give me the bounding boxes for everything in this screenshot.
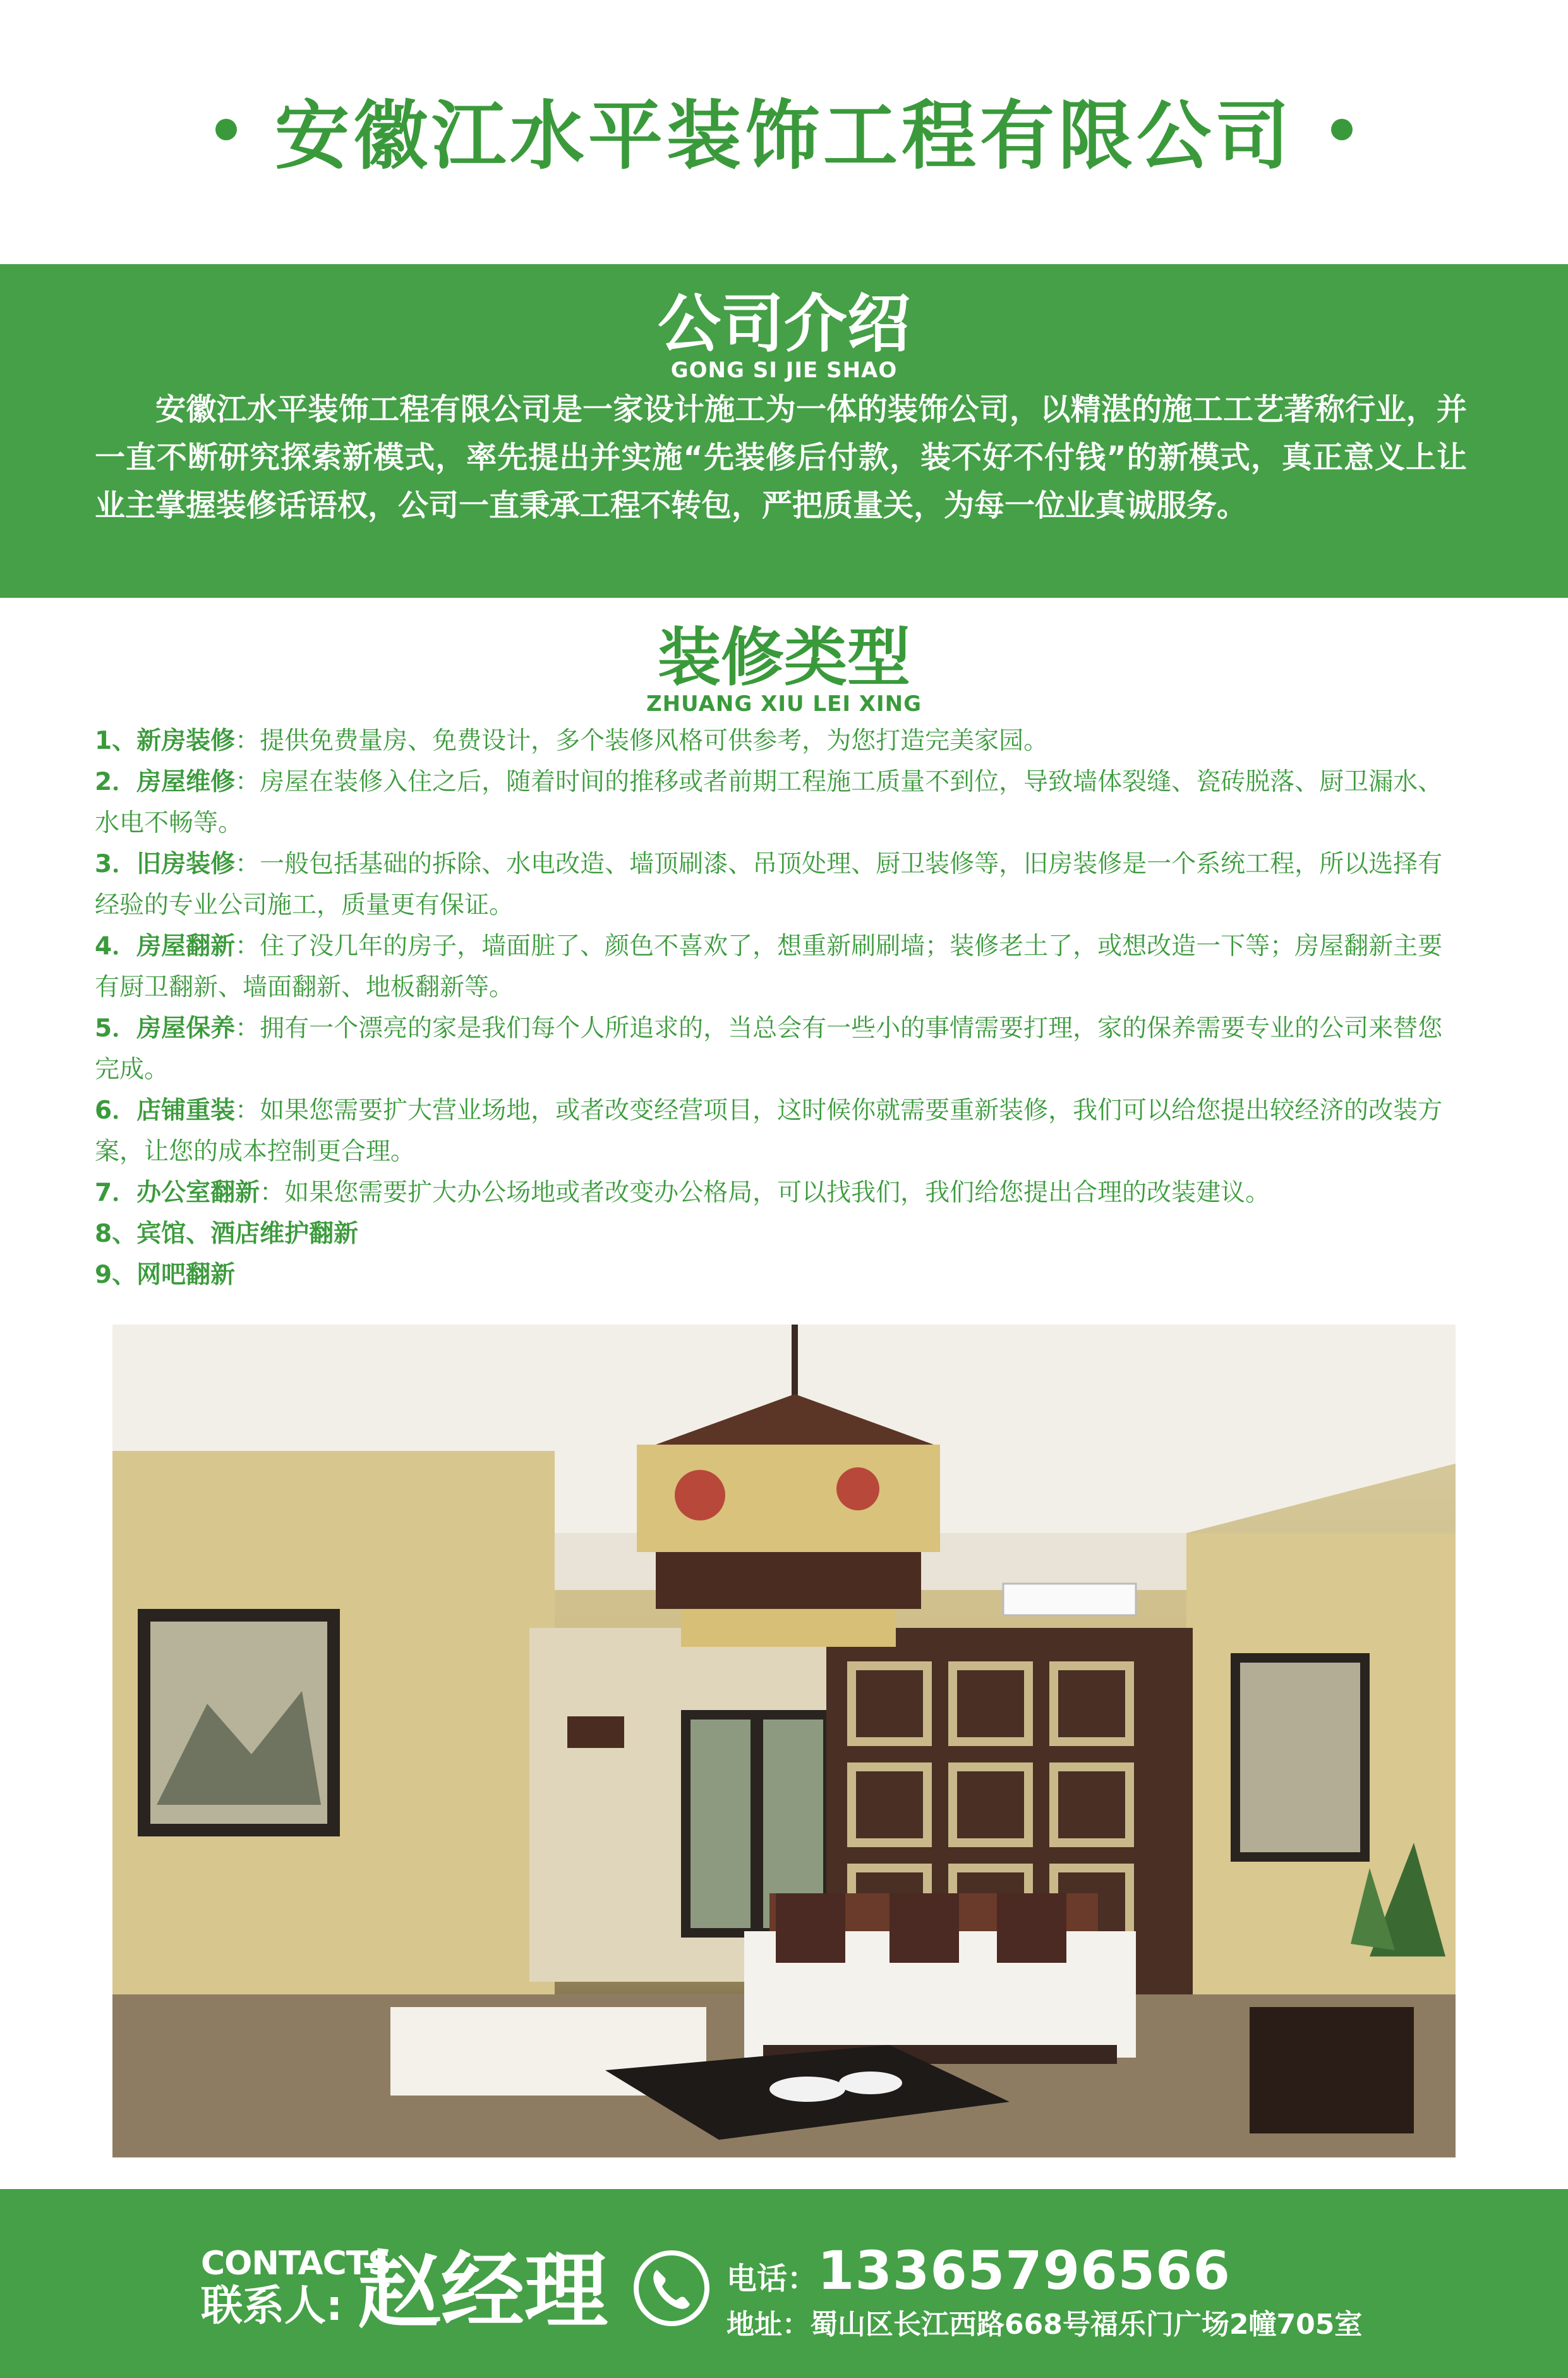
phone-icon [632, 2248, 711, 2328]
intro-subtitle: GONG SI JIE SHAO [670, 358, 898, 383]
item-number: 2． [95, 768, 137, 796]
list-item [95, 720, 1461, 761]
types-subtitle: ZHUANG XIU LEI XING [646, 691, 922, 717]
item-desc: ：提供免费量房、免费设计，多个装修风格可供参考，为您打造完美家园。 [235, 727, 1049, 755]
address-label: 地址： [727, 2308, 810, 2341]
contact-footer [0, 2189, 1568, 2378]
types-title: 装修类型 [658, 621, 910, 695]
item-desc: ：住了没几年的房子，墙面脏了、颜色不喜欢了，想重新刷刷墙；装修老土了，或想改造一下等；房屋翻新主要有厨卫翻新、墙面翻新、地板翻新等。 [95, 932, 1443, 1002]
item-number: 7． [95, 1179, 137, 1207]
interior-photo [112, 1325, 1456, 2157]
item-name: 房屋翻新 [136, 932, 236, 961]
item-name: 旧房装修 [136, 850, 236, 878]
item-name: 新房装修 [136, 727, 236, 755]
contacts-label: CONTACTS [201, 2245, 391, 2283]
item-number: 4． [95, 932, 137, 961]
list-item [95, 1213, 1461, 1254]
item-number: 5． [95, 1014, 137, 1043]
item-number: 1、 [95, 727, 137, 755]
item-name: 宾馆、酒店维护翻新 [136, 1220, 359, 1248]
item-number: 9、 [95, 1261, 137, 1289]
phone-label: 电话： [727, 2261, 818, 2296]
phone-number[interactable]: 13365796566 [817, 2240, 1231, 2302]
item-desc: ：拥有一个漂亮的家是我们每个人所追求的，当总会有一些小的事情需要打理，家的保养需要专业的公司来替您完成。 [95, 1014, 1443, 1084]
renovation-types-section [0, 623, 1568, 1295]
intro-title: 公司介绍 [658, 287, 910, 361]
item-desc: ：如果您需要扩大办公场地或者改变办公格局，可以找我们，我们给您提出合理的改装建议。 [260, 1179, 1270, 1207]
address-line [727, 2302, 1362, 2342]
item-number: 3． [95, 850, 137, 878]
intro-body: 安徽江水平装饰工程有限公司是一家设计施工为一体的装饰公司，以精湛的施工工艺著称行业，并一直不断研究探索新模式，率先提出并实施“先装修后付款，装不好不付钱”的新模式，真正意义上让业主掌握装修话语权，公司一直秉承工程不转包，严把质量关，为每一位业真诚服务。 [95, 392, 1467, 523]
item-desc: ：如果您需要扩大营业场地，或者改变经营项目，这时候你就需要重新装修，我们可以给您提出较经济的改装方案，让您的成本控制更合理。 [95, 1096, 1443, 1166]
item-name: 房屋维修 [136, 768, 236, 796]
list-item [95, 1172, 1461, 1213]
item-number: 6． [95, 1096, 137, 1125]
list-item [95, 844, 1461, 926]
interior-photo-icon [112, 1325, 1456, 2157]
contact-person-label: 联系人: [201, 2281, 343, 2330]
types-list [95, 720, 1461, 1295]
header-inner [215, 76, 1353, 183]
contact-name: 赵经理 [358, 2243, 608, 2340]
company-title: 安徽江水平装饰工程有限公司 [274, 92, 1293, 179]
company-intro-section [0, 264, 1568, 598]
item-number: 8、 [95, 1220, 137, 1248]
list-item [95, 1008, 1461, 1090]
item-desc: ：房屋在装修入住之后，随着时间的推移或者前期工程施工质量不到位，导致墙体裂缝、瓷砖脱落、厨卫漏水、水电不畅等。 [95, 768, 1443, 837]
address-value: 蜀山区长江西路668号福乐门广场2幢705室 [810, 2308, 1363, 2341]
item-desc: ：一般包括基础的拆除、水电改造、墙顶刷漆、吊顶处理、厨卫装修等，旧房装修是一个系统工程，所以选择有经验的专业公司施工，质量更有保证。 [95, 850, 1443, 919]
list-item [95, 1254, 1461, 1295]
item-name: 店铺重装 [136, 1096, 236, 1125]
item-name: 办公室翻新 [136, 1179, 260, 1207]
list-item [95, 926, 1461, 1008]
item-name: 房屋保养 [136, 1014, 236, 1043]
list-item [95, 761, 1461, 844]
phone-line [727, 2240, 1231, 2302]
bullet-dot-icon [215, 119, 237, 140]
list-item [95, 1090, 1461, 1172]
header [0, 0, 1568, 264]
bullet-dot-icon [1331, 119, 1353, 140]
item-name: 网吧翻新 [136, 1261, 236, 1289]
